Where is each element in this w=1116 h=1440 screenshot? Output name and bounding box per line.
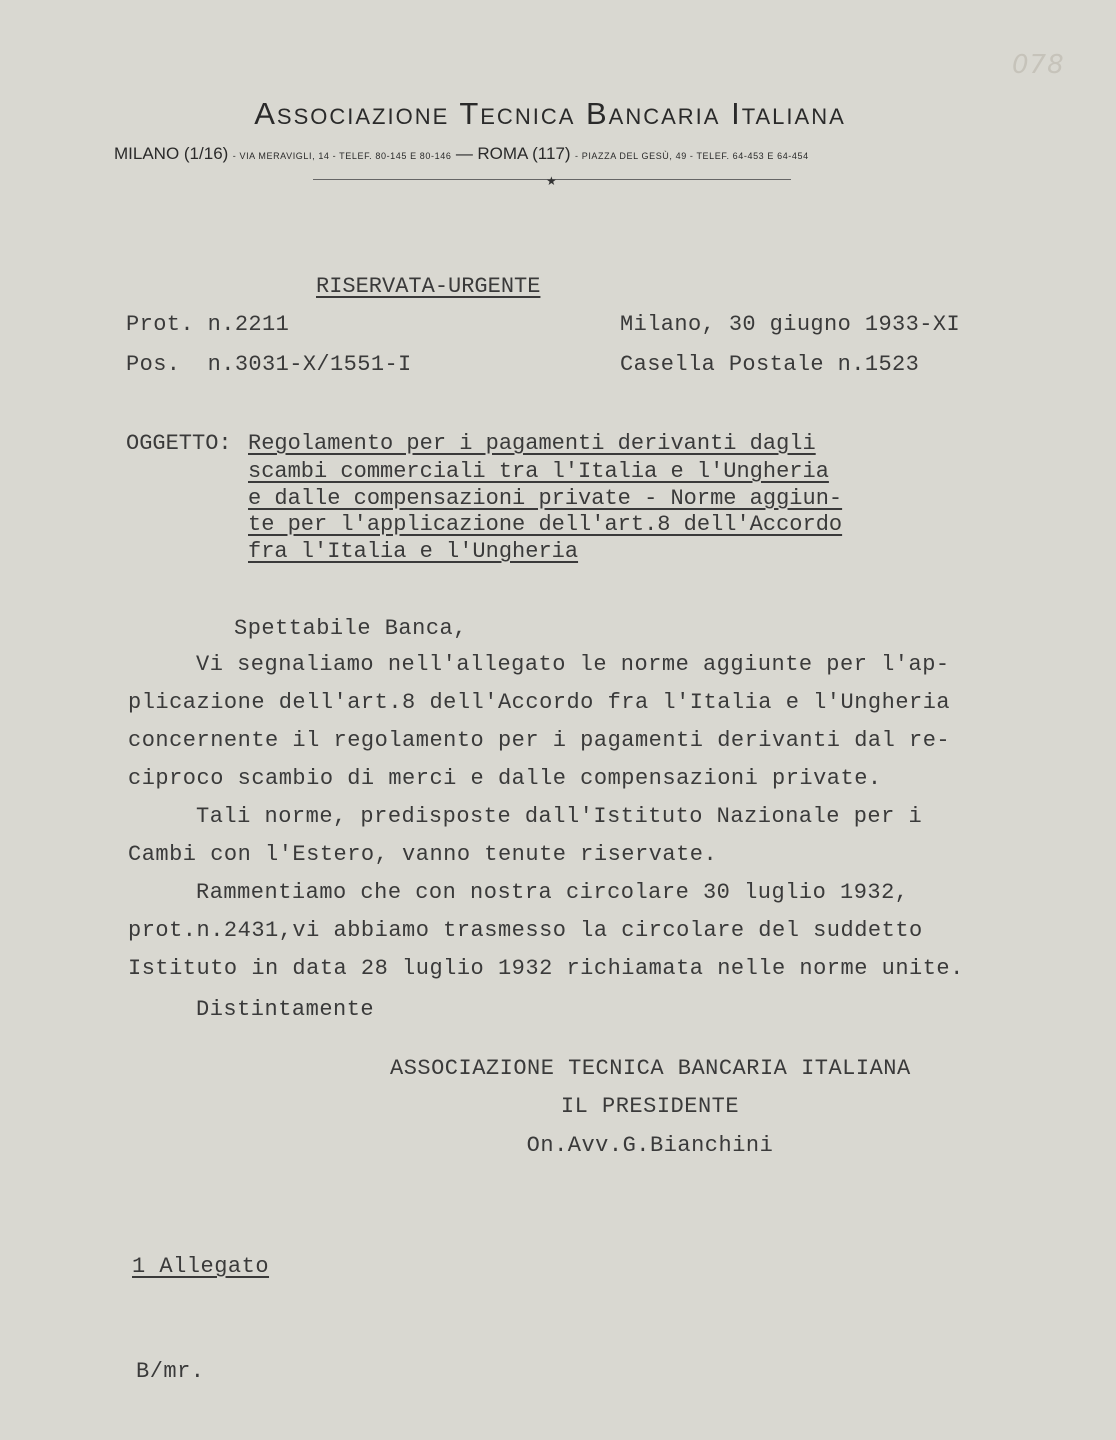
milano-city: MILANO (1/16) bbox=[114, 144, 229, 163]
star-ornament-icon: ★ bbox=[546, 174, 557, 188]
address-separator: — bbox=[455, 144, 473, 163]
subject-line: e dalle compensazioni private - Norme aggiun- bbox=[248, 486, 843, 511]
subject-line: scambi commerciali tra l'Italia e l'Ungheria bbox=[248, 459, 829, 484]
letterhead-address bbox=[114, 144, 994, 164]
archive-number: 078 bbox=[1012, 50, 1065, 80]
signature-role: IL PRESIDENTE bbox=[560, 1094, 740, 1119]
body-line: Rammentiamo che con nostra circolare 30 luglio 1932, bbox=[196, 880, 909, 905]
body-line: plicazione dell'art.8 dell'Accordo fra l'Italia e l'Ungheria bbox=[128, 690, 951, 715]
closing: Distintamente bbox=[196, 997, 375, 1022]
attachment-note: 1 Allegato bbox=[132, 1254, 270, 1279]
body-line: Istituto in data 28 luglio 1932 richiamata nelle norme unite. bbox=[128, 956, 964, 981]
position-number: Pos. n.3031-X/1551-I bbox=[126, 352, 412, 377]
letterhead-title-text: Associazione Tecnica Bancaria Italiana bbox=[254, 96, 846, 131]
body-line: ciproco scambio di merci e dalle compensazioni private. bbox=[128, 766, 882, 791]
body-line: prot.n.2431,vi abbiamo trasmesso la circolare del suddetto bbox=[128, 918, 923, 943]
body-line: Tali norme, predisposte dall'Istituto Nazionale per i bbox=[196, 804, 923, 829]
typist-initials: B/mr. bbox=[136, 1359, 205, 1384]
roma-address: - PIAZZA DEL GESÙ, 49 - TELEF. 64-453 E 64-454 bbox=[575, 151, 809, 161]
classification-stamp: RISERVATA-URGENTE bbox=[316, 274, 541, 299]
body-line: Cambi con l'Estero, vanno tenute riservate. bbox=[128, 842, 718, 867]
protocol-number: Prot. n.2211 bbox=[126, 312, 290, 337]
letterhead-title bbox=[0, 96, 1100, 132]
signature-organization: ASSOCIAZIONE TECNICA BANCARIA ITALIANA bbox=[390, 1056, 911, 1081]
salutation: Spettabile Banca, bbox=[234, 616, 467, 641]
subject-line: fra l'Italia e l'Ungheria bbox=[248, 539, 579, 564]
date-place: Milano, 30 giugno 1933-XI bbox=[620, 312, 961, 337]
roma-city: ROMA (117) bbox=[477, 144, 571, 163]
signature-name: On.Avv.G.Bianchini bbox=[526, 1133, 774, 1158]
subject-line: Regolamento per i pagamenti derivanti dagli bbox=[248, 431, 816, 456]
body-line: concernente il regolamento per i pagamenti derivanti dal re- bbox=[128, 728, 951, 753]
po-box: Casella Postale n.1523 bbox=[620, 352, 920, 377]
milano-address: - VIA MERAVIGLI, 14 - TELEF. 80-145 E 80-146 bbox=[232, 151, 452, 161]
subject-line: te per l'applicazione dell'art.8 dell'Accordo bbox=[248, 512, 843, 537]
body-line: Vi segnaliamo nell'allegato le norme aggiunte per l'ap- bbox=[196, 652, 950, 677]
subject-label: OGGETTO: bbox=[126, 431, 232, 456]
